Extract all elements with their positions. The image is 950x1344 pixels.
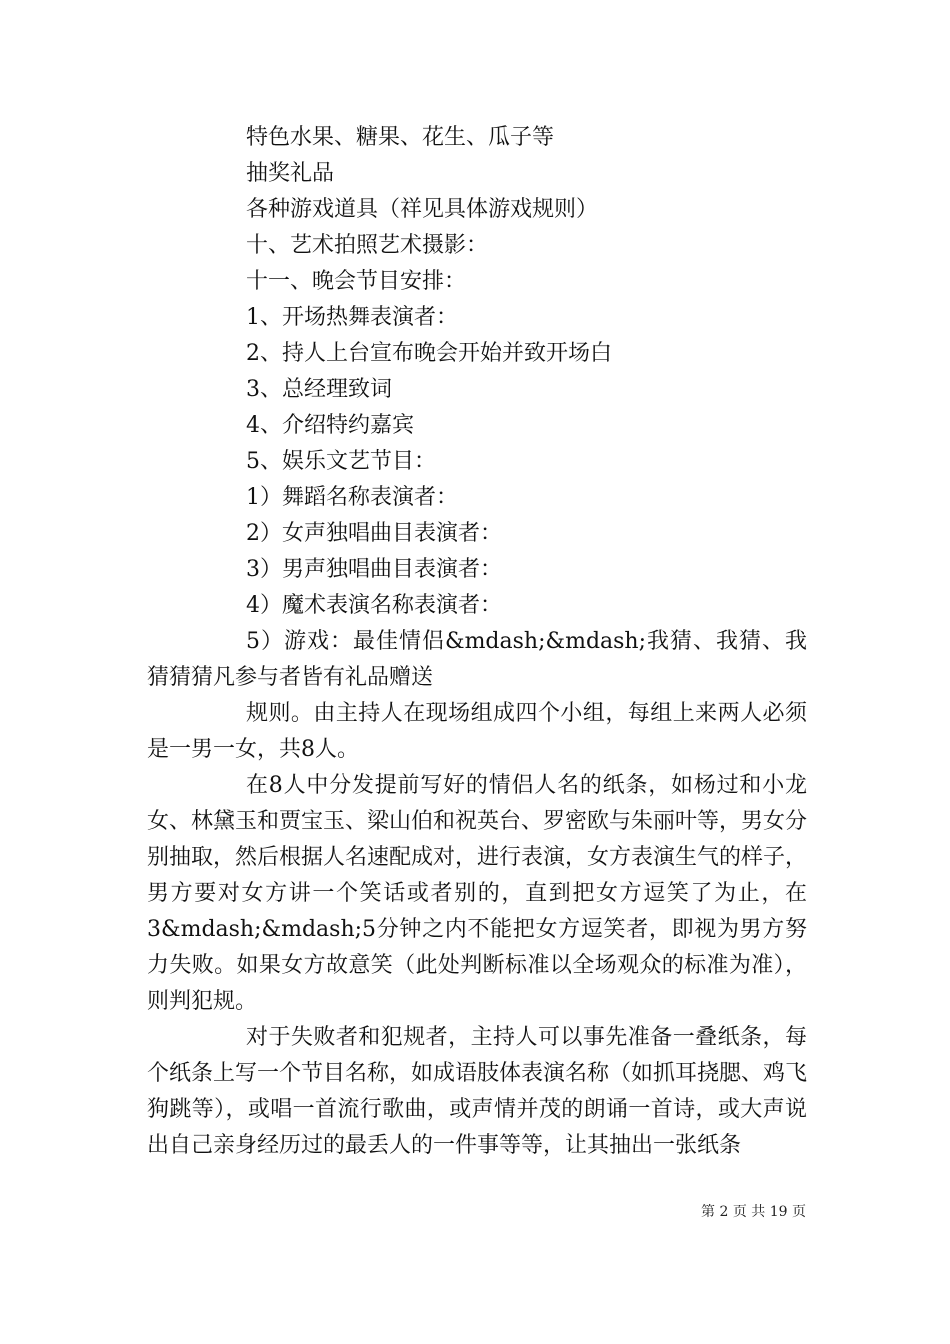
sub-program-item: 3）男声独唱曲目表演者： <box>246 557 502 582</box>
program-item: 1、开场热舞表演者： <box>246 305 458 330</box>
page-body <box>147 120 807 1164</box>
body-paragraph: 对于失败者和犯规者，主持人可以事先准备一叠纸条，每个纸条上写一个节目名称，如成语肢体表演名称（如抓耳挠腮、鸡飞狗跳等），或唱一首流行歌曲，或声情并茂的朗诵一首诗，或大声说出自己亲身经历过的最丢人的一件事等等，让其抽出一张纸条 <box>147 1025 808 1158</box>
program-item: 2、持人上台宣布晚会开始并致开场白 <box>246 341 612 366</box>
list-line: 抽奖礼品 <box>246 161 335 186</box>
program-item: 3、总经理致词 <box>246 377 392 402</box>
body-paragraph: 规则。由主持人在现场组成四个小组，每组上来两人必须是一男一女，共8人。 <box>147 701 807 762</box>
sub-program-item: 1）舞蹈名称表演者： <box>246 485 458 510</box>
body-paragraph: 5）游戏：最佳情侣&mdash;&mdash;我猜、我猜、我猜猜猜凡参与者皆有礼品赠送 <box>147 629 807 690</box>
section-heading: 十、艺术拍照艺术摄影： <box>246 233 489 258</box>
body-paragraph: 在8人中分发提前写好的情侣人名的纸条，如杨过和小龙女、林黛玉和贾宝玉、梁山伯和祝英台、罗密欧与朱丽叶等，男女分别抽取，然后根据人名速配成对，进行表演，女方表演生气的样子，男方要对女方讲一个笑话或者别的，直到把女方逗笑了为止，在3&mdash;&mdash;5分钟之内不能把女方逗笑者，即视为男方努力失败。如果女方故意笑（此处判断标准以全场观众的标准为准），则判犯规。 <box>147 773 808 1014</box>
program-item: 5、娱乐文艺节目： <box>246 449 436 474</box>
sub-program-item: 2）女声独唱曲目表演者： <box>246 521 502 546</box>
program-item: 4、介绍特约嘉宾 <box>246 413 414 438</box>
list-line: 各种游戏道具（祥见具体游戏规则） <box>246 197 599 222</box>
sub-program-item: 4）魔术表演名称表演者： <box>246 593 502 618</box>
list-line: 特色水果、糖果、花生、瓜子等 <box>246 125 555 150</box>
page-number-footer: 第 2 页 共 19 页 <box>701 1204 806 1220</box>
section-heading: 十一、晚会节目安排： <box>246 269 467 294</box>
